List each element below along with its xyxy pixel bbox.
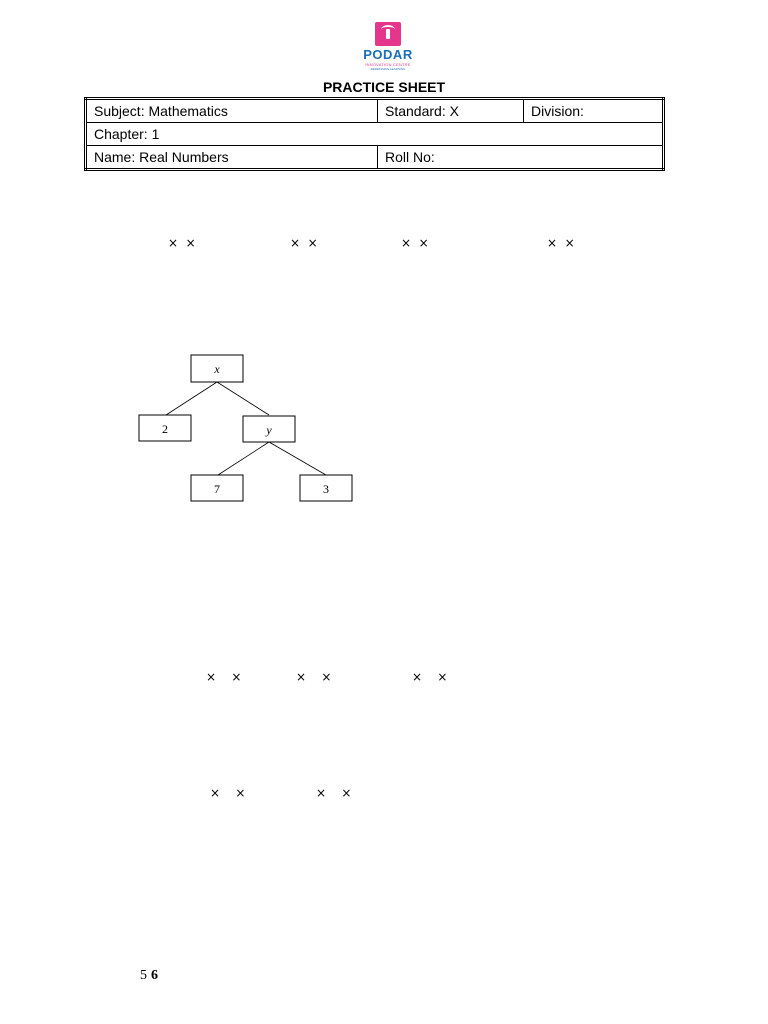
tree-icon: [375, 22, 401, 46]
times-marks: × ×: [168, 236, 196, 250]
tree-branch: [217, 382, 269, 415]
page-number: [140, 968, 158, 984]
logo-subtitle: INNOVATION CENTRE: [365, 62, 411, 67]
sheet-title: PRACTICE SHEET: [322, 79, 446, 95]
name-cell: Name: Real Numbers: [86, 146, 378, 170]
times-marks: × ×: [412, 670, 448, 684]
factor-tree: [130, 350, 370, 510]
tree-branch: [166, 382, 217, 415]
tree-branch: [269, 442, 326, 475]
division-cell: Division:: [524, 99, 664, 123]
times-marks: × ×: [290, 236, 318, 250]
page-number-b: 6: [151, 968, 158, 983]
times-marks: × ×: [206, 670, 242, 684]
podar-logo: [352, 22, 424, 74]
times-marks: × ×: [401, 236, 429, 250]
tree-label-root: x: [214, 362, 220, 376]
tree-label-left: 2: [162, 422, 168, 436]
tree-label-right: y: [266, 423, 272, 437]
page-number-a: 5: [140, 968, 147, 983]
times-marks: × ×: [547, 236, 575, 250]
chapter-cell: Chapter: 1: [86, 123, 664, 146]
logo-tagline: REDEFINING LEARNING: [370, 67, 406, 71]
info-row: [86, 123, 664, 146]
info-row: [86, 99, 664, 123]
info-row: [86, 146, 664, 170]
logo-name: PODAR: [363, 47, 413, 62]
standard-cell: Standard: X: [378, 99, 524, 123]
student-info-table: [84, 97, 665, 171]
tree-label-right-right: 3: [323, 482, 329, 496]
subject-cell: Subject: Mathematics: [86, 99, 378, 123]
times-marks: × ×: [210, 786, 246, 800]
tree-label-right-left: 7: [214, 482, 220, 496]
times-marks: × ×: [296, 670, 332, 684]
roll-no-cell: Roll No:: [378, 146, 664, 170]
times-marks: × ×: [316, 786, 352, 800]
tree-branch: [218, 442, 269, 475]
